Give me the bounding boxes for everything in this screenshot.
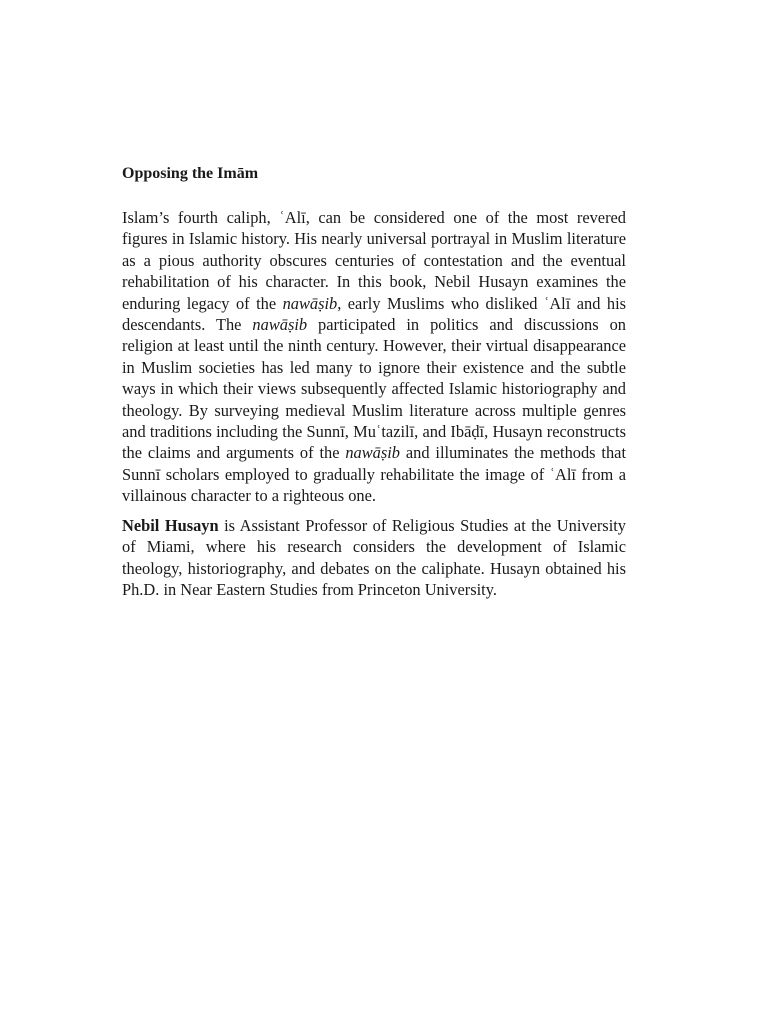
description-text-4: and illuminates the methods that Sunnī scholars employed to gradually rehabilitate the image of ʿAlī from a villainous character to a righteous one. <box>122 443 627 506</box>
author-bio-text: is Assistant Professor of Religious Studies at the University of Miami, where his research considers the development of Islamic theology, historiography, and debates on the caliphate. Husayn obtained his Ph.D. in Near Eastern Studies from Princeton University. <box>122 515 626 599</box>
book-title: Opposing the Imām <box>122 165 259 182</box>
term-nawasib-1: nawāṣib <box>282 293 338 313</box>
description-text-3: participated in politics and discussions on religion at least until the ninth century. However, their virtual disappearance in Muslim societies has led many to ignore their existence and the subtle ways in which their views subsequently affected Islamic historiography and theology. By surveying medieval Muslim literature across multiple genres and traditions including the Sunnī, Muʿtazilī, and Ibāḍī, Husayn reconstructs the claims and arguments of the <box>122 315 626 463</box>
author-name: Nebil Husayn <box>122 515 219 535</box>
term-nawasib-3: nawāṣib <box>345 443 401 463</box>
term-nawasib-2: nawāṣib <box>252 315 308 335</box>
author-bio <box>122 515 626 601</box>
description-text-1: Islam’s fourth caliph, ʿAlī, can be considered one of the most revered figures in Islamic history. His nearly universal portrayal in Muslim literature as a pious authority obscures centuries of contestation and the eventual rehabilitation of his character. In this book, Nebil Husayn examines the enduring legacy of the <box>122 208 626 313</box>
book-blurb-page <box>122 163 626 600</box>
book-description <box>122 207 626 507</box>
description-text-2: , early Muslims who disliked ʿAlī and his descendants. The <box>122 293 627 335</box>
